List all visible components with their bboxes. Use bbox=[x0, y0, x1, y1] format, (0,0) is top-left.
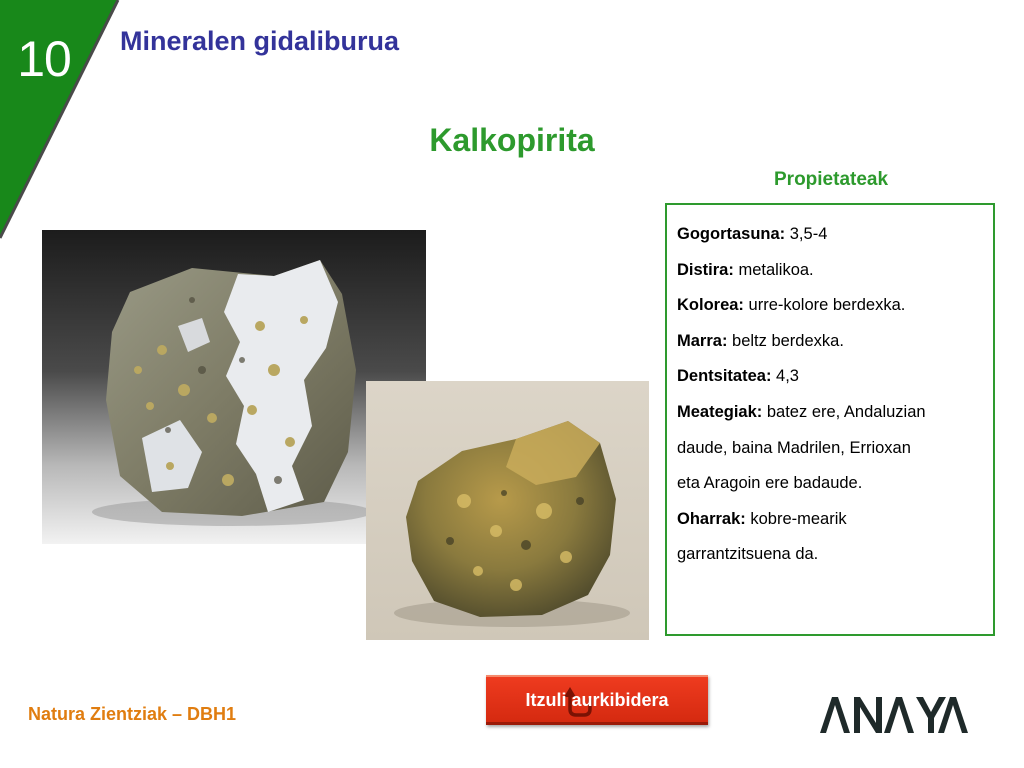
back-button-label: Itzuli aurkibidera bbox=[525, 690, 669, 710]
property-line: Oharrak: kobre-mearik bbox=[677, 509, 847, 528]
unit-number: 10 bbox=[17, 31, 71, 87]
property-line: Gogortasuna: 3,5-4 bbox=[677, 225, 828, 243]
guide-title: Mineralen gidaliburua bbox=[120, 26, 400, 56]
property-line: Distira: metalikoa. bbox=[677, 260, 814, 279]
anaya-logo bbox=[820, 697, 968, 733]
property-line: Dentsitatea: 4,3 bbox=[677, 367, 799, 386]
property-line: daude, baina Madrilen, Errioxan bbox=[677, 438, 911, 457]
property-line: eta Aragoin ere badaude. bbox=[677, 474, 863, 493]
mineral-photo-nugget bbox=[366, 381, 649, 640]
property-line: Kolorea: urre-kolore berdexka. bbox=[677, 296, 906, 315]
properties-panel bbox=[665, 203, 995, 636]
mineral-name: Kalkopirita bbox=[429, 122, 595, 158]
back-to-index-button[interactable] bbox=[486, 675, 708, 725]
property-line: garrantzitsuena da. bbox=[677, 545, 819, 564]
property-line: Marra: beltz berdexka. bbox=[677, 331, 844, 350]
property-line: Meategiak: batez ere, Andaluzian bbox=[677, 402, 926, 421]
properties-heading: Propietateak bbox=[774, 169, 889, 190]
course-label: Natura Zientziak – DBH1 bbox=[28, 704, 237, 724]
